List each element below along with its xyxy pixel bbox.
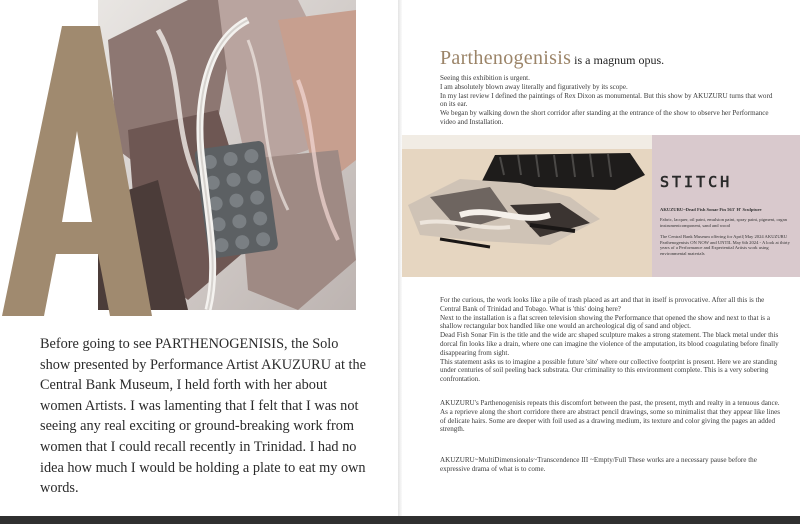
body-paragraph-installation — [440, 296, 780, 384]
paragraph-line: AKUZURU~MultiDimensionals~Transcendence III ~Empty/Full These works are a necessary pause before the expressive drama of what is to come. — [440, 456, 757, 473]
sculpture-photo — [400, 135, 652, 277]
exhibit-info-panel — [652, 135, 800, 277]
drop-cap-letter — [0, 26, 170, 316]
intro-paragraph: Before going to see PARTHENOGENISIS, the Solo show presented by Performance Artist AKUZURU at the Central Bank Museum, I held forth with her about women Artists. I was lamenting that I felt that I was not seeing any real exciting or ground-breaking work from women that I could recall recently in Trinidad. I had no idea how much I would be holding a plate to eat my own words. — [40, 336, 366, 497]
headline-title: Parthenogenisis — [440, 47, 572, 69]
paragraph-line: We began by walking down the short corridor after standing at the entrance of the show to observe her Performance video and Installation. — [440, 109, 769, 126]
paragraph-line: Dead Fish Sonar Fin is the title and the wide arc shaped sculpture makes a strong statement. The black metal under this dorcal fin looks like a drain, where one can imagine the violence of the amputation, its blood coagulating before finally disappearing from sight. — [440, 331, 779, 357]
sculpture-photo-illustration — [400, 135, 652, 277]
article-headline — [440, 47, 780, 70]
paragraph-line: I am absolutely blown away literally and figuratively by its scope. — [440, 82, 628, 91]
bottom-edge-bar — [0, 516, 800, 524]
sculpture-caption-title: AKUZURU~Dead Fish Sonar Fin 563' H' Sculpture — [660, 207, 762, 212]
paragraph-line: Next to the installation is a flat screen television showing the Performance that opened the show and next to that is a shallow rectangular box handled like one would an archeological dig of sand and object. — [440, 313, 770, 331]
body-paragraph-closing — [440, 456, 780, 474]
paragraph-line: AKUZURU's Parthenogenisis repeats this discomfort between the past, the present, myth and realty in a tenuous dance. — [440, 399, 780, 407]
paragraph-line: This statement asks us to imagine a possible future 'site' where our collective footprint is present. Here we are standing under centuries of soil peeling back substrata. Our criminality to this environment complete. This is a very sobering confrontation. — [440, 357, 778, 384]
paragraph-line: Seeing this exhibition is urgent. — [440, 74, 530, 82]
sculpture-caption-materials: Fabric, lacquer, oil paint, emulsion paint, spray paint, pigment, organ instrumentcomponent, sand and wood — [660, 217, 787, 228]
exhibition-note: The Central Bank Museum offering for April| May 2024 AKUZURU Parthenogenisis ON NOW and UNTIL May 6th 2024 - A look at thirty years of a Performance and Experiential Artists work using environmental materials — [660, 234, 790, 256]
paragraph-line: For the curious, the work looks like a pile of trash placed as art and that in itself is provocative. After all this is the Central Bank of Trinidad and Tobago. What is 'this' doing here? — [440, 296, 765, 313]
stitch-logo: STITCH — [660, 173, 733, 191]
page-gutter — [398, 0, 402, 524]
headline-tagline: is a magnum opus. — [571, 53, 665, 67]
paragraph-line: In my last review I defined the paintings of Rex Dixon as monumental. But this show by AKUZURU turns that word on its ear. — [440, 91, 773, 109]
paragraph-line: As a reprieve along the short corridore there are abstract pencil drawings, some so minimalist that they appear like lines of delicate hairs. Some are deeper with foil used as a drawing medium, its texture and color giving the pages an added strength. — [440, 407, 780, 434]
opening-paragraph — [440, 74, 780, 127]
body-paragraph-drawings — [440, 399, 780, 434]
